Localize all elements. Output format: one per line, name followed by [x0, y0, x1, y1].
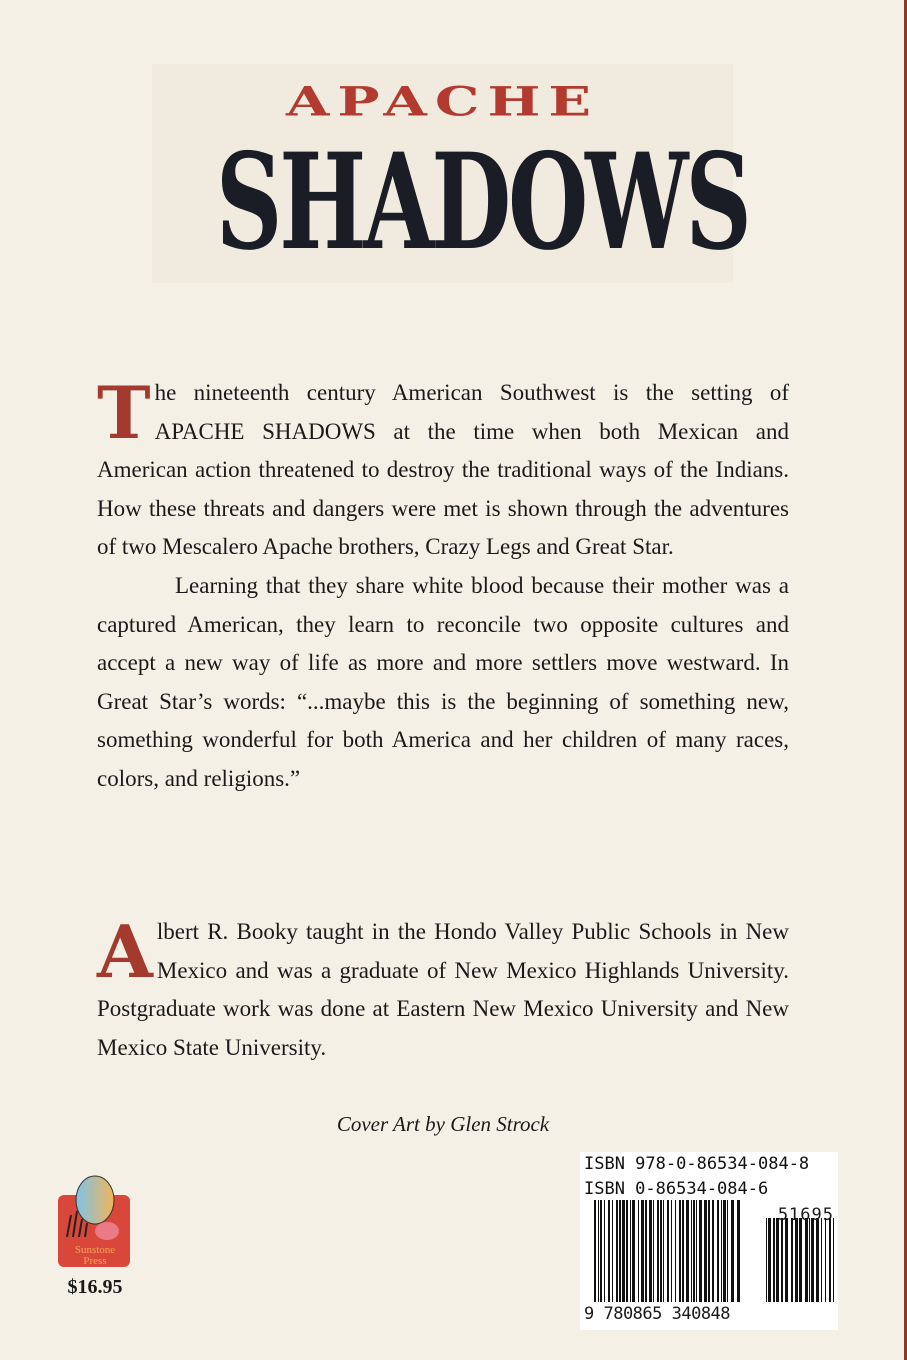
author-bio: [97, 909, 789, 1067]
barcode-bar: [675, 1200, 676, 1302]
barcode-bar: [638, 1200, 639, 1302]
barcode-bar: [696, 1200, 697, 1302]
barcode-bar: [691, 1200, 692, 1302]
barcode-bar: [598, 1200, 599, 1302]
barcode-bar: [594, 1200, 596, 1302]
barcode-bar: [699, 1200, 702, 1302]
barcode-bar: [626, 1200, 628, 1302]
barcode-digits: 9 780865 340848: [584, 1304, 731, 1324]
barcode-bar: [717, 1200, 719, 1302]
isbn-13: ISBN 978-0-86534-084-8: [584, 1154, 810, 1174]
book-description: [97, 370, 789, 799]
barcode-bar: [785, 1218, 788, 1302]
barcode-bar: [773, 1218, 775, 1302]
barcode-bar: [727, 1200, 728, 1302]
barcode-bar: [671, 1200, 672, 1302]
description-paragraph-2: Learning that they share white blood because their mother was a captured American, they learn to reconcile two opposite cultures and accept a new way of life as more and more settlers move westward. In Great Star’s words: “...maybe this is the beginning of something new, something wonderful for both America and her children of many races, colors, and religions.”: [97, 572, 789, 791]
barcode-bar: [660, 1200, 662, 1302]
barcode-bar: [795, 1218, 798, 1302]
barcode-bar: [799, 1218, 802, 1302]
barcode-bar: [708, 1200, 710, 1302]
barcode-bar: [821, 1218, 822, 1302]
barcode-bar: [612, 1200, 613, 1302]
description-paragraph-1: he nineteenth century American Southwest is the setting of APACHE SHADOWS at the time when both Mexican and American action threatened to destroy the traditional ways of the Indians. How these threats and dangers were met is shown through the adventures of two Mescalero Apache brothers, Crazy Legs and Great Star.: [97, 380, 789, 560]
barcode-bar: [604, 1200, 605, 1302]
title-block: [152, 64, 749, 283]
drop-cap-a: A: [97, 909, 153, 994]
barcode-bar: [663, 1200, 664, 1302]
barcode-bar: [619, 1200, 621, 1302]
barcode-bar: [712, 1200, 714, 1302]
barcode-bar: [825, 1218, 826, 1302]
barcode-bar: [731, 1200, 734, 1302]
barcode-bar: [657, 1200, 659, 1302]
barcode-bar: [768, 1218, 771, 1302]
barcode-bar: [667, 1200, 669, 1302]
title-line-apache: APACHE: [285, 78, 600, 126]
barcode-bar: [630, 1200, 631, 1302]
price-code: 51695: [777, 1205, 834, 1225]
barcode-bar: [679, 1200, 681, 1302]
barcode-bar: [816, 1218, 819, 1302]
isbn-10: ISBN 0-86534-084-6: [584, 1179, 769, 1199]
price: $16.95: [67, 1276, 123, 1298]
barcode-bar: [721, 1200, 722, 1302]
barcode-bar: [653, 1200, 654, 1302]
barcode-bar: [641, 1200, 644, 1302]
barcode-bar: [805, 1218, 808, 1302]
barcode-bar: [622, 1200, 625, 1302]
sunstone-press-logo: [57, 1175, 133, 1267]
barcode-bar: [704, 1200, 707, 1302]
cover-art-credit: Cover Art by Glen Strock: [336, 1112, 550, 1136]
svg-text:Sunstone: Sunstone: [74, 1244, 116, 1256]
svg-text:Press: Press: [83, 1255, 107, 1267]
barcode-bar: [682, 1200, 684, 1302]
barcode-bar: [616, 1200, 618, 1302]
barcode-bar: [686, 1200, 689, 1302]
barcode-bar: [723, 1200, 726, 1302]
barcode-bar: [766, 1218, 767, 1302]
barcode-bar: [632, 1200, 635, 1302]
barcode-bar: [645, 1200, 647, 1302]
barcode-bar: [833, 1218, 834, 1302]
barcode-bar: [693, 1200, 695, 1302]
barcode-bar: [791, 1218, 793, 1302]
barcode-bar: [608, 1200, 610, 1302]
barcode-bar: [781, 1218, 783, 1302]
barcode-bar: [600, 1200, 602, 1302]
barcode-bar: [811, 1218, 814, 1302]
author-bio-text: lbert R. Booky taught in the Hondo Valley Public Schools in New Mexico and was a graduate of New Mexico Highlands University. Postgraduate work was done at Eastern New Mexico University and New Mexico State University.: [97, 919, 789, 1060]
barcode-bar: [829, 1218, 831, 1302]
barcode-bar: [776, 1218, 779, 1302]
title-line-shadows: SHADOWS: [215, 123, 749, 280]
drop-cap-t: T: [97, 370, 151, 455]
isbn-barcode: [580, 1152, 838, 1330]
barcode-bar: [737, 1200, 740, 1302]
barcode-bar: [809, 1218, 810, 1302]
barcode-bar: [649, 1200, 652, 1302]
